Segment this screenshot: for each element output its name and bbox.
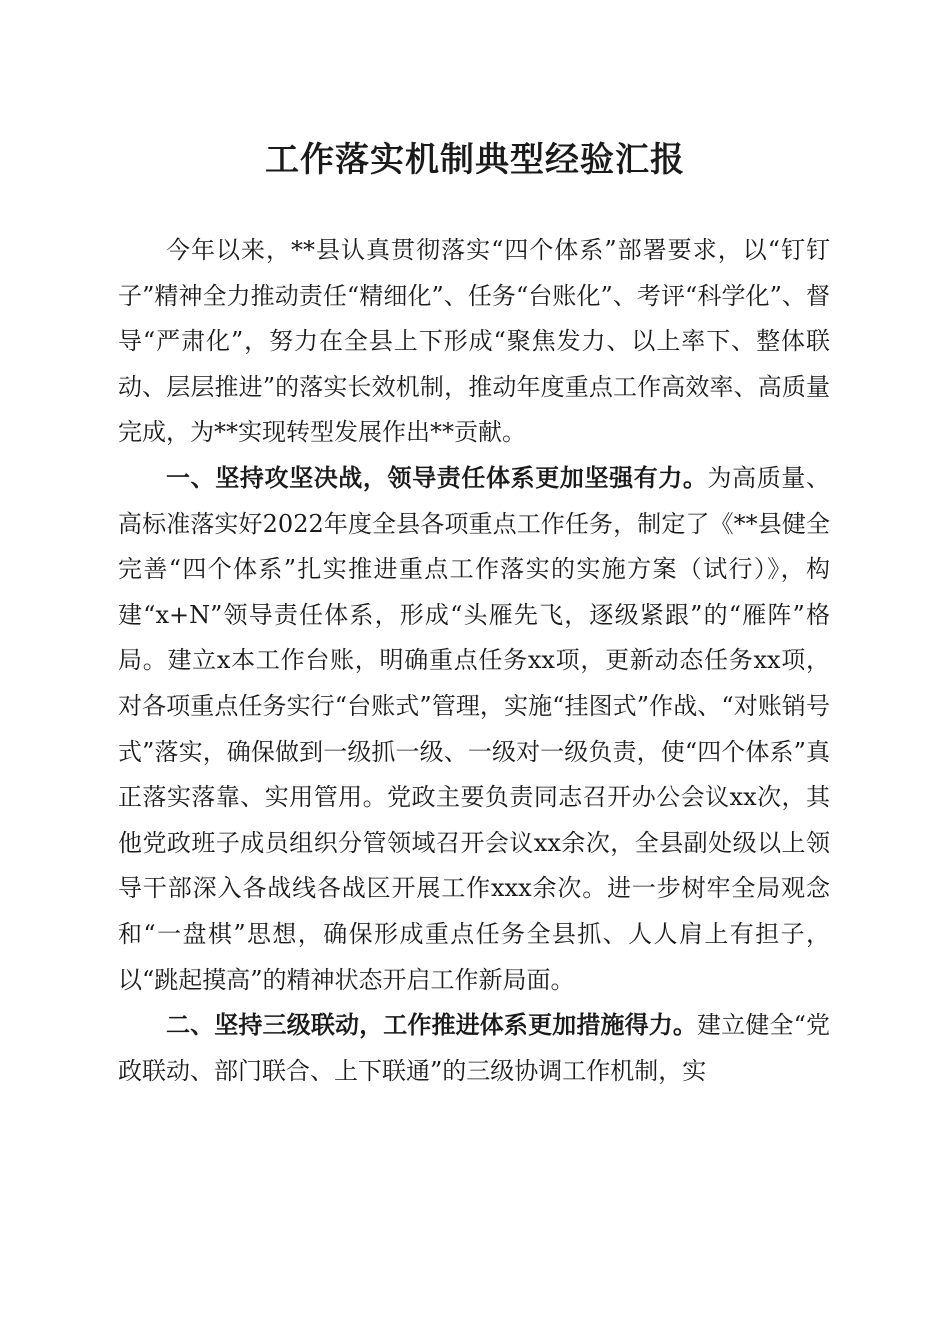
document-title: 工作落实机制典型经验汇报 [265,140,685,180]
section-two-heading: 二、坚持三级联动，工作推进体系更加措施得力。 [166,1011,698,1040]
intro-paragraph-text: 今年以来，**县认真贯彻落实“四个体系”部署要求，以“钉钉子”精神全力推动责任“精细化”、任务“台账化”、考评“科学化”、督导“严肃化”，努力在全县上下形成“聚焦发力、以上率下、整体联动、层层推进”的落实长效机制，推动年度重点工作高效率、高质量完成，为**实现转型发展作出**贡献。 [118,236,830,447]
section-two-paragraph [118,1003,830,1094]
section-one-paragraph [118,456,830,1003]
document-body [118,228,830,1094]
section-two-text: 建立健全“党政联动、部门联合、上下联通”的三级协调工作机制，实 [118,1011,830,1085]
section-one-heading: 一、坚持攻坚决战，领导责任体系更加坚强有力。 [166,463,708,492]
section-one-text: 为高质量、高标准落实好2022年度全县各项重点工作任务，制定了《**县健全完善“四个体系”扎实推进重点工作落实的实施方案（试行）》，构建“x+N”领导责任体系，形成“头雁先飞，逐级紧跟”的“雁阵”格局。建立x本工作台账，明确重点任务xx项，更新动态任务xx项，对各项重点任务实行“台账式”管理，实施“挂图式”作战、“对账销号式”落实，确保做到一级抓一级、一级对一级负责，使“四个体系”真正落实落靠、实用管用。党政主要负责同志召开办公会议xx次，其他党政班子成员组织分管领域召开会议xx余次，全县副处级以上领导干部深入各战线各战区开展工作xxx余次。进一步树牢全局观念和“一盘棋”思想，确保形成重点任务全县抓、人人肩上有担子，以“跳起摸高”的精神状态开启工作新局面。 [118,463,831,994]
intro-paragraph [118,228,830,456]
